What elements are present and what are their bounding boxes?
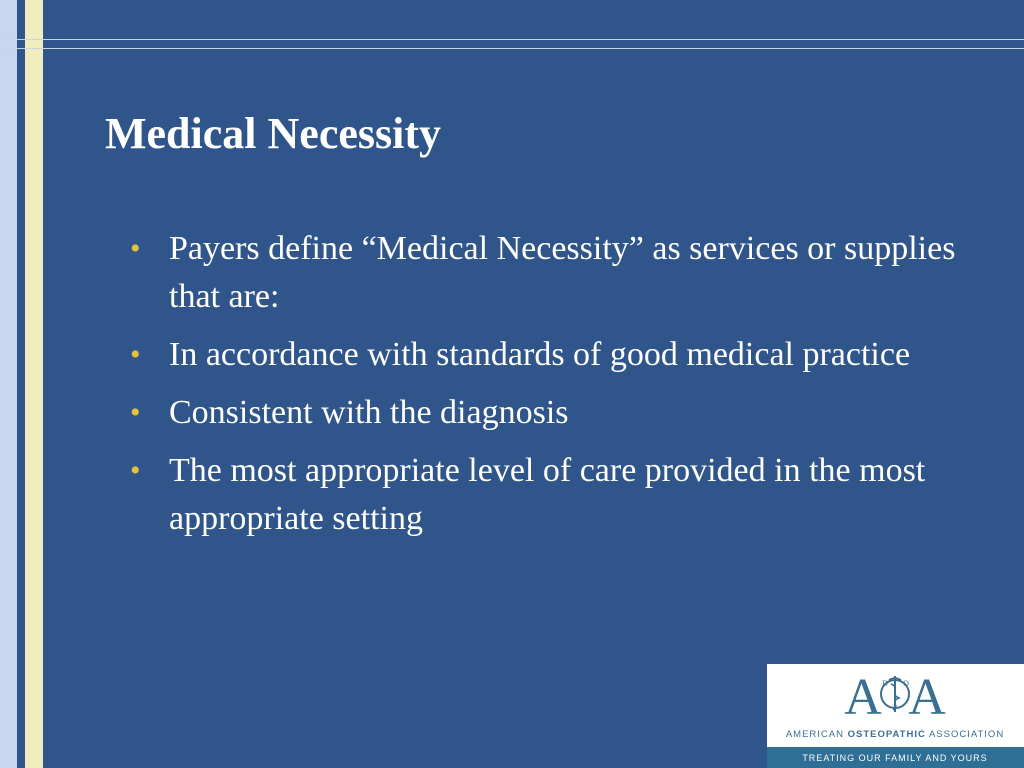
- bullet-text: In accordance with standards of good medical practice: [169, 336, 911, 373]
- bullet-item: [130, 447, 980, 543]
- bullet-marker: •: [130, 338, 141, 371]
- bullet-item: [130, 225, 980, 321]
- left-accent-stripe-cream: [25, 0, 43, 768]
- logo-org-suffix: ASSOCIATION: [928, 729, 1005, 740]
- bullet-text: Consistent with the diagnosis: [169, 394, 569, 431]
- logo-org-prefix: AMERICAN: [785, 729, 844, 740]
- bullet-marker: •: [130, 232, 141, 265]
- top-divider-line: [0, 48, 1024, 49]
- logo-letter-a-left: A: [844, 669, 882, 726]
- bullet-marker: •: [130, 396, 141, 429]
- slide-title: Medical Necessity: [105, 109, 441, 158]
- logo-org-name: [786, 729, 1004, 740]
- top-divider-line: [0, 39, 1024, 40]
- bullet-text: Payers define “Medical Necessity” as services or supplies that are:: [169, 230, 956, 315]
- logo-letter-a-right: A: [908, 669, 946, 726]
- logo-letter-o: O: [903, 679, 909, 688]
- bullet-item: [130, 331, 980, 379]
- left-accent-stripe-gap: [17, 0, 25, 768]
- logo-tagline: TREATING OUR FAMILY AND YOURS: [802, 753, 988, 763]
- aoa-logo: [767, 664, 1024, 768]
- logo-letter-d: D: [882, 679, 888, 688]
- bullet-item: [130, 389, 980, 437]
- left-accent-stripe-lavender: [0, 0, 17, 768]
- bullet-list: [130, 225, 980, 553]
- bullet-marker: •: [130, 454, 141, 487]
- bullet-text: The most appropriate level of care provided in the most appropriate setting: [169, 452, 926, 537]
- logo-org-middle: OSTEOPATHIC: [847, 729, 926, 740]
